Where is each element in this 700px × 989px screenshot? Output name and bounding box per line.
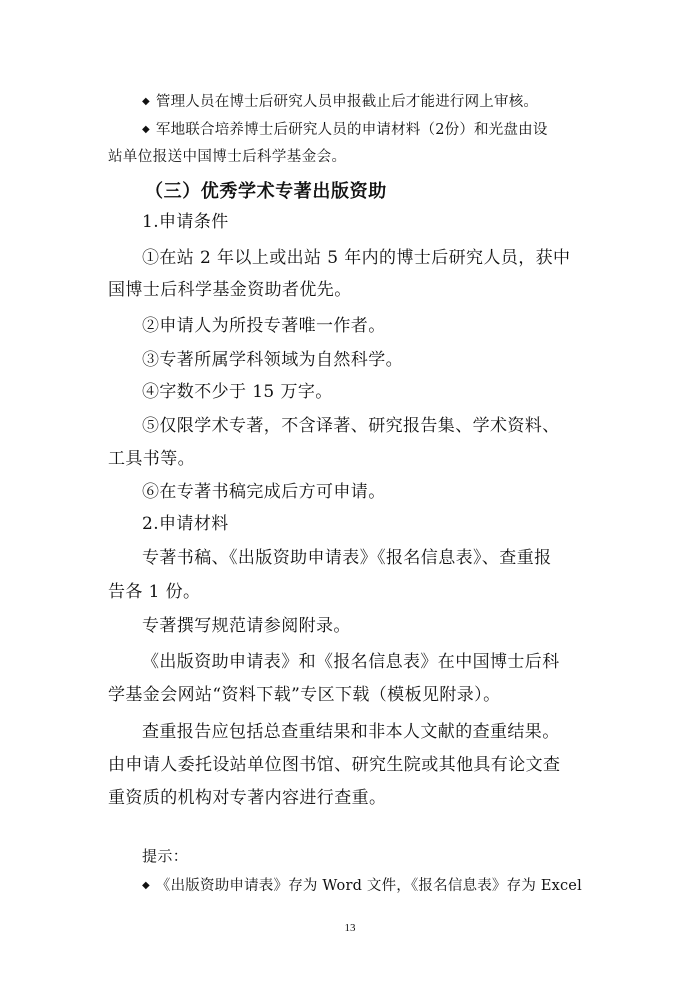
text-line: 工具书等。 <box>108 449 195 469</box>
diamond-bullet-icon: ◆ <box>142 124 150 135</box>
tip-label: 提示： <box>142 847 189 865</box>
text-line: ⑤仅限学术专著，不含译著、研究报告集、学术资料、 <box>142 416 560 436</box>
page-number: 13 <box>344 922 356 934</box>
text-line: 《出版资助申请表》和《报名信息表》在中国博士后科 <box>142 652 560 672</box>
text-line: 站单位报送中国博士后科学基金会。 <box>108 149 347 165</box>
bullet-line: ◆ 军地联合培养博士后研究人员的申请材料（2份）和光盘由设 <box>142 122 548 138</box>
text-line: 告各 1 份。 <box>108 582 201 602</box>
text-line: 学基金会网站“资料下载”专区下载（模板见附录）。 <box>108 685 501 705</box>
text-line: ⑥在专著书稿完成后方可申请。 <box>142 482 386 502</box>
diamond-bullet-icon: ◆ <box>142 880 150 891</box>
subsection-heading: 1.申请条件 <box>142 212 229 232</box>
text-line: 重资质的机构对专著内容进行查重。 <box>108 788 387 808</box>
bullet-line: ◆ 管理人员在博士后研究人员申报截止后才能进行网上审核。 <box>142 94 539 110</box>
text-line: ①在站 2 年以上或出站 5 年内的博士后研究人员，获中 <box>142 248 571 268</box>
diamond-bullet-icon: ◆ <box>142 96 150 107</box>
bullet-line: ◆ 《出版资助申请表》存为 Word 文件，《报名信息表》存为 Excel <box>142 878 582 894</box>
text-line: 查重报告应包括总查重结果和非本人文献的查重结果。 <box>142 722 560 742</box>
text-line: 国博士后科学基金资助者优先。 <box>108 280 352 300</box>
section-heading: （三）优秀学术专著出版资助 <box>145 181 387 202</box>
subsection-heading: 2.申请材料 <box>142 514 229 534</box>
text-line: ②申请人为所投专著唯一作者。 <box>142 316 386 336</box>
text-line: ③专著所属学科领域为自然科学。 <box>142 350 403 370</box>
text-line: 专著撰写规范请参阅附录。 <box>142 616 351 636</box>
text-line: ④字数不少于 15 万字。 <box>142 382 333 402</box>
text-line: 专著书稿、《出版资助申请表》《报名信息表》、查重报 <box>142 548 552 568</box>
text-line: 由申请人委托设站单位图书馆、研究生院或其他具有论文查 <box>108 755 561 775</box>
